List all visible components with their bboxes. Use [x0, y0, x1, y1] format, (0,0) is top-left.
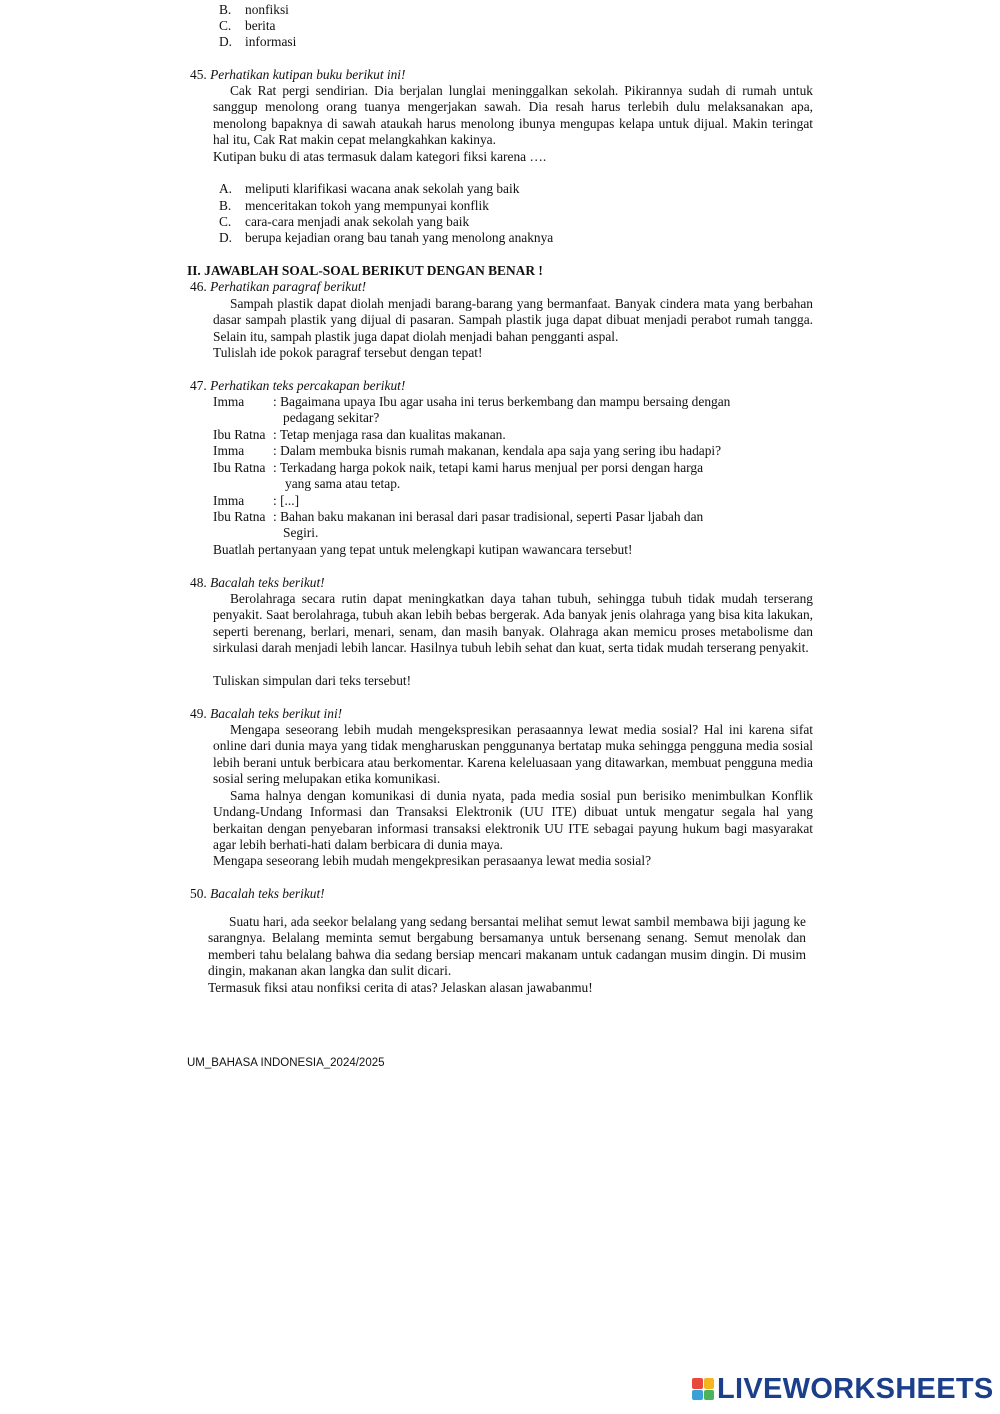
- question-49-passage-1: Mengapa seseorang lebih mudah mengekspresikan perasaannya lewat media sosial? Hal ini karena sifat online dari dunia maya yang tidak mengharuskan penggunanya bertatap muka sehingga pengguna media sosial lebih berani untuk berbicara atau berkomentar. Karena keleluasaan yang ditawarkan, membuat pengguna media sosial sering melupakan etika komunikasi.: [213, 722, 813, 787]
- question-49-header: 49. Bacalah teks berikut ini!: [190, 706, 343, 721]
- question-45-passage: Cak Rat pergi sendirian. Dia berjalan lunglai meninggalkan sekolah. Pikirannya sudah di rumah untuk sanggup menolong orang tuanya mengerjakan sawah. Dia resah harus terlebih dulu melaksanakan apa, menolong bapaknya di sawah ataukah harus menolong ibunya mengupas kelapa untuk dijual. Makin teringat hal itu, Cak Rat makin cepat melangkahkan kakinya.: [213, 83, 813, 148]
- question-49-passage-2: Sama halnya dengan komunikasi di dunia nyata, pada media sosial pun berisiko menimbulkan Konflik Undang-Undang Informasi dan Transaksi Elektronik (UU ITE) dibuat untuk mengatur segala hal yang berkaitan dengan penyebaran informasi transaksi elektronik UU ITE sebagai payung hukum bagi masyarakat agar lebih berhati-hati dalam berbicara di dunia maya.: [213, 788, 813, 853]
- question-48-passage: Berolahraga secara rutin dapat meningkatkan daya tahan tubuh, sehingga tubuh tidak mudah terserang penyakit. Saat berolahraga, tubuh akan lebih bebas bergerak. Ada banyak jenis olahraga yang bisa kita lakukan, seperti berenang, berlari, menari, senam, dan masih banyak. Olahraga akan memicu proses metabolisme dan sirkulasi darah menjadi lebih lancar. Hasilnya tubuh lebih sehat dan kuat, serta tidak mudah terserang penyakit.: [213, 591, 813, 656]
- logo-mark-icon: [692, 1378, 714, 1400]
- question-45-header: 45. Perhatikan kutipan buku berikut ini!: [190, 67, 406, 82]
- question-45-option-d: D. berupa kejadian orang bau tanah yang menolong anaknya: [219, 230, 554, 245]
- logo-mark-e: [704, 1390, 715, 1401]
- question-47-question: Buatlah pertanyaan yang tepat untuk melengkapi kutipan wawancara tersebut!: [213, 542, 633, 557]
- question-47-header: 47. Perhatikan teks percakapan berikut!: [190, 378, 406, 393]
- dialogue-line: Imma : Bagaimana upaya Ibu agar usaha ini terus berkembang dan mampu bersaing dengan pedagang sekitar?: [213, 394, 731, 426]
- option-b: B. nonfiksi: [219, 2, 289, 17]
- question-45-option-a: A. meliputi klarifikasi wacana anak sekolah yang baik: [219, 181, 520, 196]
- question-45-option-b: B. menceritakan tokoh yang mempunyai konflik: [219, 198, 489, 213]
- logo-mark-v: [692, 1390, 703, 1401]
- option-d: D. informasi: [219, 34, 297, 49]
- dialogue-line: Ibu Ratna : Terkadang harga pokok naik, tetapi kami harus menjual per porsi dengan harga yang sama atau tetap.: [213, 460, 704, 492]
- question-49-question: Mengapa seseorang lebih mudah mengekpresikan perasaanya lewat media sosial?: [213, 853, 652, 868]
- question-48-question: Tuliskan simpulan dari teks tersebut!: [213, 673, 412, 688]
- logo-mark-l: [692, 1378, 703, 1389]
- question-46-passage: Sampah plastik dapat diolah menjadi barang-barang yang bermanfaat. Banyak cindera mata yang berbahan dasar sampah plastik yang dijual di pasaran. Sampah plastik juga dapat dibuat menjadi perabot rumah tangga. Selain itu, sampah plastik juga dapat diolah menjadi bahan pengganti aspal.: [213, 296, 813, 344]
- logo-text: LIVEWORKSHEETS: [717, 1373, 994, 1405]
- question-50-header: 50. Bacalah teks berikut!: [190, 886, 325, 901]
- dialogue-line: Ibu Ratna : Tetap menjaga rasa dan kualitas makanan.: [213, 427, 506, 442]
- dialogue-line: Imma : [...]: [213, 493, 300, 508]
- liveworksheets-logo: [692, 1374, 994, 1404]
- logo-mark-i: [704, 1378, 715, 1389]
- dialogue-line: Ibu Ratna : Bahan baku makanan ini berasal dari pasar tradisional, seperti Pasar ljabah dan Segiri.: [213, 509, 704, 541]
- question-50-question: Termasuk fiksi atau nonfiksi cerita di atas? Jelaskan alasan jawabanmu!: [208, 980, 593, 995]
- question-45-question: Kutipan buku di atas termasuk dalam kategori fiksi karena ….: [213, 149, 547, 164]
- question-45-option-c: C. cara-cara menjadi anak sekolah yang baik: [219, 214, 470, 229]
- page-footer: UM_BAHASA INDONESIA_2024/2025: [187, 1057, 385, 1069]
- question-48-header: 48. Bacalah teks berikut!: [190, 575, 325, 590]
- question-46-question: Tulislah ide pokok paragraf tersebut dengan tepat!: [213, 345, 483, 360]
- section-title: II. JAWABLAH SOAL-SOAL BERIKUT DENGAN BENAR !: [187, 263, 543, 278]
- option-c: C. berita: [219, 18, 276, 33]
- dialogue-line: Imma : Dalam membuka bisnis rumah makanan, kendala apa saja yang sering ibu hadapi?: [213, 443, 722, 458]
- question-50-passage: Suatu hari, ada seekor belalang yang sedang bersantai melihat semut lewat sambil membawa biji jagung ke sarangnya. Belalang meminta semut bergabung bersamanya untuk bersenang senang. Semut menolak dan memberi tahu belalang bahwa dia sedang bersiap mencari makanam untuk cadangan musim dingin. Di musim dingin, makanan akan langka dan sulit dicari.: [208, 914, 806, 979]
- question-46-header: 46. Perhatikan paragraf berikut!: [190, 279, 367, 294]
